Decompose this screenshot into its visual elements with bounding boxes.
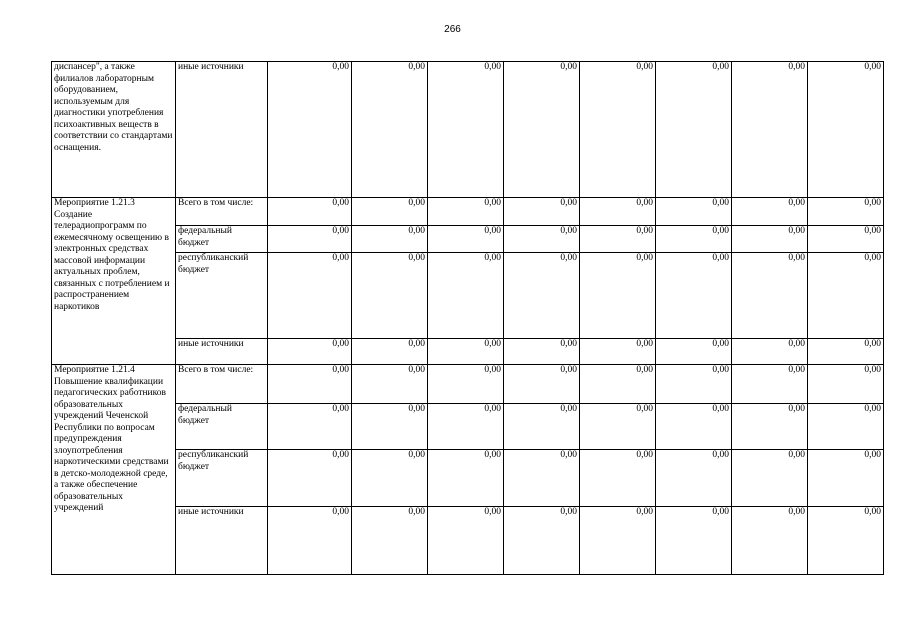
funding-source: республиканский бюджет [176,253,268,339]
amount-cell: 0,00 [732,62,808,198]
amount-cell: 0,00 [428,365,504,404]
amount-cell: 0,00 [268,253,352,339]
amount-cell: 0,00 [580,253,656,339]
amount-cell: 0,00 [504,253,580,339]
funding-source: федеральный бюджет [176,226,268,253]
funding-source: республиканский бюджет [176,450,268,507]
amount-cell: 0,00 [352,365,428,404]
measure-description: Мероприятие 1.21.3 Создание телерадиопрограмм по ежемесячному освещению в электронных средствах массовой информации актуальных проблем, связанных с потреблением и распространением наркотиков [52,198,176,365]
amount-cell: 0,00 [656,404,732,450]
amount-cell: 0,00 [428,62,504,198]
amount-cell: 0,00 [656,253,732,339]
table-row [52,339,884,365]
funding-source: иные источники [176,507,268,575]
funding-source: иные источники [176,339,268,365]
amount-cell: 0,00 [808,507,884,575]
amount-cell: 0,00 [732,404,808,450]
amount-cell: 0,00 [352,253,428,339]
amount-cell: 0,00 [504,450,580,507]
table-row [52,253,884,339]
amount-cell: 0,00 [352,198,428,226]
amount-cell: 0,00 [268,339,352,365]
funding-source: Всего в том числе: [176,198,268,226]
amount-cell: 0,00 [732,226,808,253]
amount-cell: 0,00 [504,365,580,404]
funding-table [51,61,884,575]
page-number: 266 [444,24,461,35]
amount-cell: 0,00 [352,339,428,365]
amount-cell: 0,00 [268,198,352,226]
amount-cell: 0,00 [504,507,580,575]
amount-cell: 0,00 [504,404,580,450]
amount-cell: 0,00 [352,450,428,507]
amount-cell: 0,00 [732,450,808,507]
amount-cell: 0,00 [656,62,732,198]
amount-cell: 0,00 [352,62,428,198]
amount-cell: 0,00 [428,450,504,507]
amount-cell: 0,00 [268,62,352,198]
amount-cell: 0,00 [656,198,732,226]
funding-source: иные источники [176,62,268,198]
amount-cell: 0,00 [428,198,504,226]
table-row [52,198,884,226]
amount-cell: 0,00 [808,339,884,365]
amount-cell: 0,00 [580,507,656,575]
amount-cell: 0,00 [428,507,504,575]
amount-cell: 0,00 [732,253,808,339]
table-row [52,226,884,253]
amount-cell: 0,00 [732,365,808,404]
funding-source: федеральный бюджет [176,404,268,450]
amount-cell: 0,00 [580,365,656,404]
amount-cell: 0,00 [268,450,352,507]
amount-cell: 0,00 [428,226,504,253]
amount-cell: 0,00 [732,198,808,226]
table-row [52,507,884,575]
amount-cell: 0,00 [268,226,352,253]
amount-cell: 0,00 [268,365,352,404]
table-row [52,365,884,404]
amount-cell: 0,00 [656,450,732,507]
amount-cell: 0,00 [428,339,504,365]
amount-cell: 0,00 [580,62,656,198]
amount-cell: 0,00 [732,339,808,365]
amount-cell: 0,00 [808,198,884,226]
amount-cell: 0,00 [268,404,352,450]
table-row [52,62,884,198]
amount-cell: 0,00 [428,253,504,339]
amount-cell: 0,00 [352,404,428,450]
amount-cell: 0,00 [656,507,732,575]
amount-cell: 0,00 [504,226,580,253]
table-row [52,450,884,507]
amount-cell: 0,00 [808,226,884,253]
amount-cell: 0,00 [808,62,884,198]
amount-cell: 0,00 [268,507,352,575]
funding-source: Всего в том числе: [176,365,268,404]
amount-cell: 0,00 [808,365,884,404]
amount-cell: 0,00 [504,339,580,365]
amount-cell: 0,00 [656,365,732,404]
amount-cell: 0,00 [580,450,656,507]
amount-cell: 0,00 [428,404,504,450]
amount-cell: 0,00 [352,507,428,575]
amount-cell: 0,00 [656,339,732,365]
amount-cell: 0,00 [580,226,656,253]
measure-description: диспансер", а также филиалов лабораторным оборудованием, используемым для диагностики употребления психоактивных веществ в соответствии со стандартами оснащения. [52,62,176,198]
amount-cell: 0,00 [732,507,808,575]
amount-cell: 0,00 [352,226,428,253]
amount-cell: 0,00 [808,253,884,339]
amount-cell: 0,00 [808,404,884,450]
amount-cell: 0,00 [580,198,656,226]
amount-cell: 0,00 [504,198,580,226]
amount-cell: 0,00 [580,404,656,450]
amount-cell: 0,00 [656,226,732,253]
measure-description: Мероприятие 1.21.4 Повышение квалификации педагогических работников образовательных учреждений Чеченской Республики по вопросам предупреждения злоупотребления наркотическими средствами в детско-молодежной среде, а также обеспечение образовательных учреждений [52,365,176,575]
table-row [52,404,884,450]
amount-cell: 0,00 [580,339,656,365]
amount-cell: 0,00 [504,62,580,198]
amount-cell: 0,00 [808,450,884,507]
